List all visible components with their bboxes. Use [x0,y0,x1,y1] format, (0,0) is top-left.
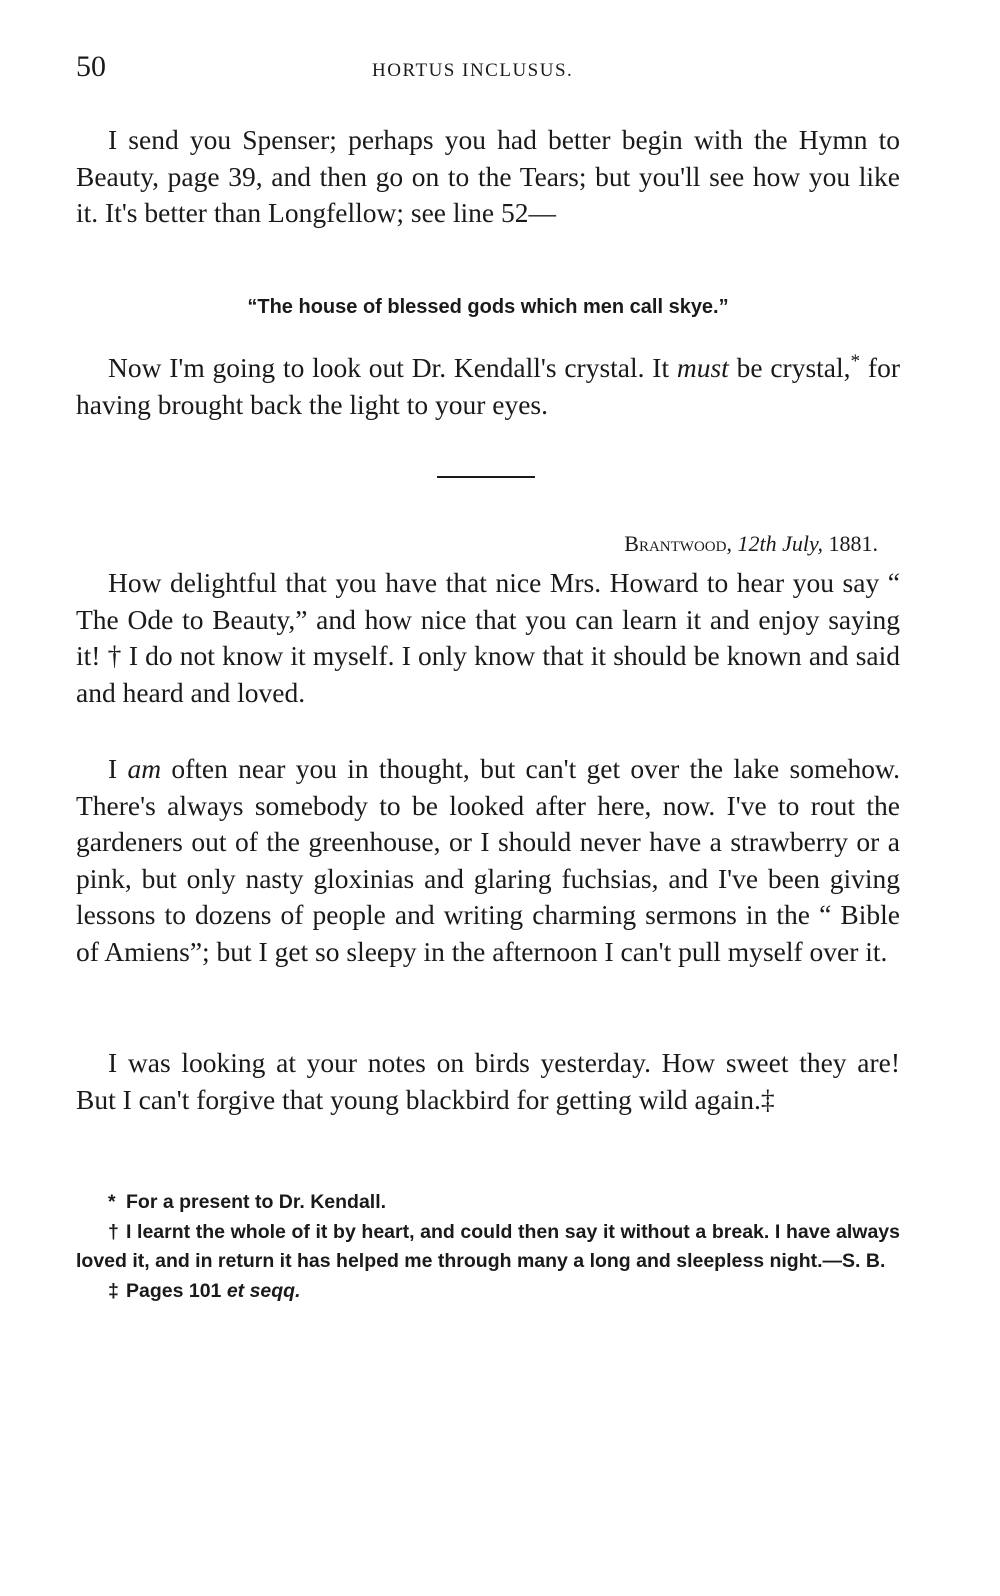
dateline-place: Brantwood, [624,531,732,556]
footnotes [76,1188,900,1306]
footnote-mark-dagger: † [108,1220,119,1243]
dateline-year: 1881. [823,531,878,556]
footnote-ref-dagger: † [107,640,122,671]
section-divider [437,476,535,478]
emphasis-am: am [127,753,162,784]
letter1-paragraph2: Now I'm going to look out Dr. Kendall's crystal. It must be crystal,* for having brought back the light to your eyes. [76,351,900,420]
footnote-3: ‡ Pages 101 et seqq. [76,1277,900,1307]
footnote-mark-asterisk: * [108,1191,116,1213]
footnote-mark-double-dagger: ‡ [108,1279,119,1302]
emphasis-must: must [676,352,729,384]
footnote-1: * For a present to Dr. Kendall. [76,1188,900,1218]
letter1-paragraph1: I send you Spenser; perhaps you had better begin with the Hymn to Beauty, page 39, and then go on to the Tears; but you'll see how you like it. It's better than Longfellow; see line 52— [76,124,900,228]
spenser-quote: “The house of blessed gods which men call skye.” [247,296,729,318]
letter2-paragraph1: How delightful that you have that nice Mrs. Howard to hear you say “ The Ode to Beauty,” and how nice that you can learn it and enjoy saying it! † I do not know it myself. I only know that it should be known and said and heard and loved. [76,567,900,708]
footnote-ref-asterisk: * [850,351,861,372]
footnote-ref-double-dagger: ‡ [760,1083,775,1115]
letter2-paragraph3: I was looking at your notes on birds yesterday. How sweet they are! But I can't forgive that young blackbird for getting wild again.‡ [76,1047,900,1115]
page-header [76,50,900,90]
letter-dateline [624,530,878,558]
page-number: 50 [76,50,106,83]
running-head: HORTUS INCLUSUS. [372,60,574,81]
dateline-day: 12th July, [737,531,823,556]
footnote-2: † I learnt the whole of it by heart, and could then say it without a break. I have always loved it, and in return it has helped me through many a long and sleepless night.—S. B. [76,1218,900,1277]
letter2-paragraph2: I am often near you in thought, but can't get over the lake somehow. There's always somebody to be looked after here, now. I've to rout the gardeners out of the greenhouse, or I should never have a strawberry or a pink, but only nasty gloxinias and glaring fuchsias, and I've been giving lessons to dozens of people and writing charming sermons in the “ Bible of Amiens”; but I get so sleepy in the afternoon I can't pull myself over it. [76,753,900,967]
